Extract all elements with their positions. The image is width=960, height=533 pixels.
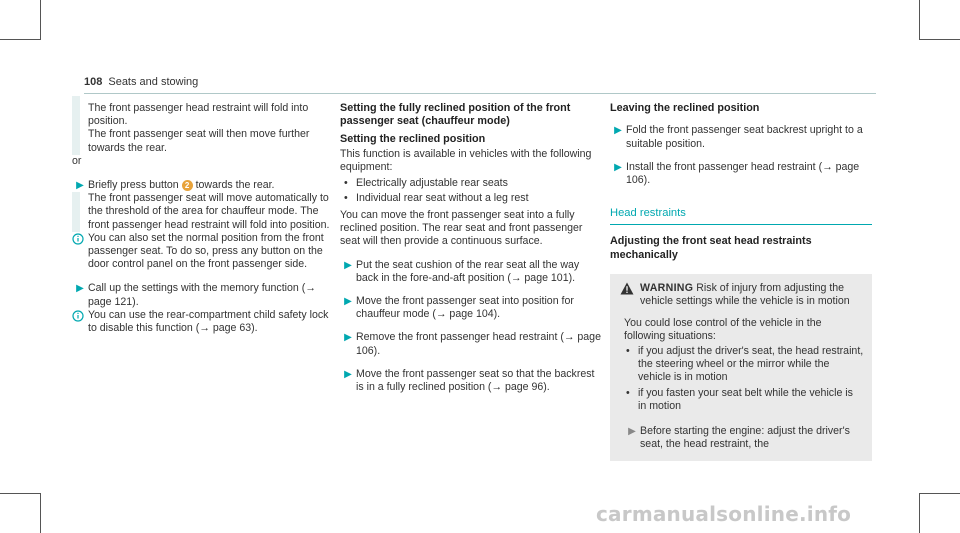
watermark: carmanualsonline.info	[596, 502, 852, 526]
list-item-text: if you fasten your seat belt while the vehicle is in motion	[638, 386, 853, 412]
result-block	[72, 192, 334, 232]
heading: Setting the fully reclined position of the front passenger seat (chauffeur mode)	[340, 102, 571, 128]
info-icon	[72, 309, 86, 323]
warning-header	[618, 282, 864, 308]
arrow-icon: ▶	[344, 259, 352, 271]
step-item	[610, 124, 872, 150]
crop-mark	[40, 493, 41, 533]
info-note	[72, 309, 334, 335]
step-text: Call up the settings with the memory function (→ page 121).	[88, 282, 316, 308]
step-text: Remove the front passenger head restraint (→ page 106).	[356, 331, 601, 357]
step-item	[618, 425, 864, 451]
step-text: Move the front passenger seat so that the backrest is in a fully reclined position (→ page 96).	[356, 367, 595, 394]
step-pre: Briefly press button	[88, 179, 179, 192]
warning-label: WARNING	[640, 282, 694, 295]
step-post: towards the rear.	[195, 179, 275, 192]
crop-mark	[919, 0, 920, 40]
page-number: 108	[84, 76, 103, 88]
info-text: You can also set the normal position from the front passenger seat. To do so, press any button on the door control panel on the front passenger side.	[88, 231, 324, 271]
list-item	[340, 192, 602, 205]
result-block	[72, 102, 334, 155]
section-title: Seats and stowing	[108, 76, 199, 88]
bullet-dot-icon: •	[626, 345, 630, 358]
warning-triangle-icon	[620, 282, 634, 295]
warning-title	[640, 282, 864, 308]
bullet-dot-icon: •	[344, 176, 348, 189]
arrow-icon: ▶	[614, 125, 622, 137]
step-text: Put the seat cushion of the rear seat all the way back in the fore-and-aft position (→ page 101).	[356, 258, 580, 284]
step-text: Fold the front passenger seat backrest upright to a suitable position.	[626, 124, 863, 150]
arrow-icon: ▶	[344, 368, 352, 380]
warning-intro: You could lose control of the vehicle in the following situations:	[624, 316, 822, 342]
step-text: Before starting the engine: adjust the driver's seat, the head restraint, the	[640, 425, 850, 451]
list-item	[340, 177, 602, 190]
step-item	[610, 161, 872, 187]
or-text: or	[72, 154, 82, 167]
warning-title-text: Risk of injury from adjusting the vehicle settings while the vehicle is in motion	[640, 282, 850, 308]
page-header	[84, 76, 876, 94]
crop-mark	[919, 493, 920, 533]
step-item	[340, 368, 602, 394]
list-item	[618, 387, 864, 413]
paragraph: The front passenger seat will then move further towards the rear.	[88, 128, 310, 154]
paragraph: The front passenger head restraint will fold into position.	[88, 102, 309, 128]
crop-mark	[920, 493, 960, 494]
bullet-dot-icon: •	[344, 191, 348, 204]
bullet-dot-icon: •	[626, 386, 630, 399]
column-2	[340, 102, 602, 394]
list-item-text: if you adjust the driver's seat, the head restraint, the steering wheel or the mirror while the vehicle is in motion	[638, 345, 864, 384]
arrow-icon: ▶	[628, 426, 636, 438]
intro-text: This function is available in vehicles with the following equipment:	[340, 148, 592, 174]
crop-mark	[920, 39, 960, 40]
crop-mark	[0, 493, 40, 494]
warning-box	[610, 274, 872, 461]
arrow-icon: ▶	[614, 161, 622, 173]
step-item	[340, 259, 602, 285]
arrow-icon: ▶	[344, 296, 352, 308]
heading: Leaving the reclined position	[610, 102, 760, 114]
arrow-icon: ▶	[76, 180, 84, 192]
paragraph: You can move the front passenger seat into a fully reclined position. The rear seat and front passenger seat will then provide a continuous surface.	[340, 209, 583, 248]
crop-mark	[40, 0, 41, 40]
step-item	[72, 179, 334, 192]
button-2-badge: 2	[182, 180, 193, 191]
column-3	[610, 102, 872, 461]
paragraph: The front passenger seat will move automatically to the threshold of the area for chauffeur mode. The front passenger head restraint will fold into position.	[88, 192, 330, 231]
column-1	[72, 102, 334, 335]
subheading: Adjusting the front seat head restraints mechanically	[610, 235, 812, 261]
info-icon	[72, 232, 86, 246]
step-text	[88, 179, 334, 192]
arrow-icon: ▶	[76, 283, 84, 295]
arrow-icon: ▶	[344, 332, 352, 344]
info-note	[72, 232, 334, 272]
list-item	[618, 345, 864, 385]
list-item-text: Electrically adjustable rear seats	[356, 176, 508, 189]
list-item-text: Individual rear seat without a leg rest	[356, 191, 529, 204]
step-item	[340, 331, 602, 357]
step-item	[72, 282, 334, 308]
step-item	[340, 295, 602, 321]
info-text: You can use the rear-compartment child safety lock to disable this function (→ page 63).	[88, 308, 329, 335]
step-text: Move the front passenger seat into position for chauffeur mode (→ page 104).	[356, 295, 574, 321]
step-text: Install the front passenger head restraint (→ page 106).	[626, 160, 860, 187]
crop-mark	[0, 39, 40, 40]
section-heading: Head restraints	[610, 207, 872, 225]
subheading: Setting the reclined position	[340, 132, 486, 145]
